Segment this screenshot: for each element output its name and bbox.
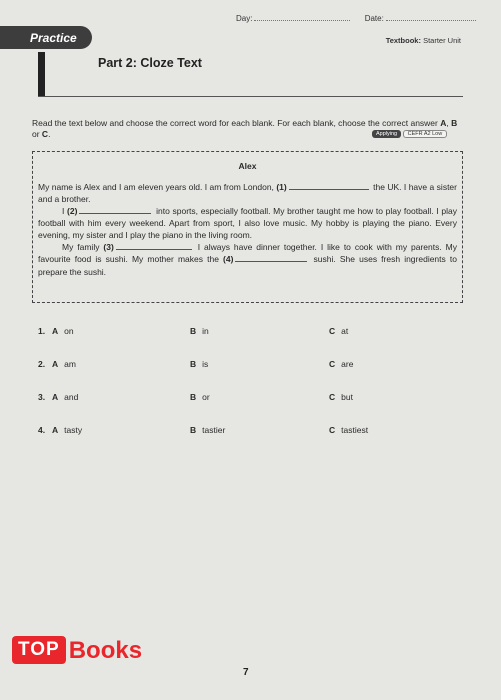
option-4b[interactable] bbox=[190, 425, 225, 435]
passage-text: the UK. I have a sister and a brother. bbox=[38, 182, 457, 205]
passage-title: Alex bbox=[238, 161, 257, 171]
day-field[interactable] bbox=[254, 14, 350, 21]
blank-number-2: (2) bbox=[67, 206, 78, 217]
option-1c[interactable] bbox=[329, 326, 348, 336]
blank-number-3: (3) bbox=[103, 242, 114, 253]
instructions-end: . bbox=[48, 129, 51, 140]
practice-tab: Practice bbox=[0, 26, 92, 49]
option-1a[interactable] bbox=[52, 326, 74, 336]
passage-text: I always have dinner together. I like to cook with my parents. My favourite food is sushi. My mother makes the bbox=[38, 242, 457, 265]
question-row-2 bbox=[38, 359, 458, 392]
option-2b[interactable] bbox=[190, 359, 208, 369]
option-letter: B bbox=[190, 425, 197, 435]
part-title: Part 2: Cloze Text bbox=[98, 56, 202, 70]
option-letter: B bbox=[190, 326, 197, 336]
day-date-line bbox=[236, 14, 476, 23]
option-letter: C bbox=[329, 359, 336, 369]
option-letter: C bbox=[329, 392, 336, 402]
instructions-letter-b: B bbox=[451, 118, 458, 128]
option-1b[interactable] bbox=[190, 326, 209, 336]
header-rule bbox=[38, 96, 463, 97]
topbooks-logo bbox=[12, 636, 142, 668]
question-number: 2. bbox=[38, 359, 46, 369]
option-text: are bbox=[341, 359, 354, 369]
passage-paragraph-1 bbox=[38, 181, 457, 205]
page-number: 7 bbox=[243, 667, 249, 678]
blank-number-4: (4) bbox=[223, 254, 234, 265]
option-text: tastier bbox=[202, 425, 226, 435]
option-letter: B bbox=[190, 392, 197, 402]
option-letter: A bbox=[52, 326, 59, 336]
option-text: tastiest bbox=[341, 425, 369, 435]
passage-text: My family bbox=[62, 242, 104, 253]
blank-number-1: (1) bbox=[276, 182, 287, 193]
instructions-sep: or bbox=[32, 129, 42, 140]
skill-tag: Applying bbox=[372, 130, 401, 138]
blank-1[interactable] bbox=[289, 182, 369, 190]
question-number: 3. bbox=[38, 392, 46, 402]
level-tag: CEFR A2 Low bbox=[403, 130, 448, 138]
option-text: tasty bbox=[64, 425, 83, 435]
passage-text: My name is Alex and I am eleven years old. I am from London, bbox=[38, 182, 277, 193]
option-text: on bbox=[64, 326, 74, 336]
question-row-1 bbox=[38, 326, 458, 359]
textbook-info bbox=[386, 36, 461, 45]
passage-paragraph-3 bbox=[38, 241, 457, 277]
option-letter: C bbox=[329, 425, 336, 435]
option-text: am bbox=[64, 359, 76, 369]
date-field[interactable] bbox=[386, 14, 476, 21]
option-text: at bbox=[341, 326, 349, 336]
option-3c[interactable] bbox=[329, 392, 353, 402]
option-4a[interactable] bbox=[52, 425, 82, 435]
logo-top-badge: TOP bbox=[12, 636, 66, 664]
option-text: or bbox=[202, 392, 210, 402]
option-text: in bbox=[202, 326, 209, 336]
option-4c[interactable] bbox=[329, 425, 368, 435]
logo-books-text: Books bbox=[68, 636, 143, 664]
cloze-passage-box bbox=[32, 151, 463, 303]
option-text: but bbox=[341, 392, 353, 402]
blank-3[interactable] bbox=[116, 242, 192, 250]
option-letter: C bbox=[329, 326, 336, 336]
option-letter: B bbox=[190, 359, 197, 369]
day-label: Day: bbox=[236, 14, 253, 23]
passage-paragraph-2 bbox=[38, 205, 457, 241]
option-letter: A bbox=[52, 425, 59, 435]
question-row-3 bbox=[38, 392, 458, 425]
option-text: and bbox=[64, 392, 79, 402]
passage-text: I bbox=[62, 206, 68, 217]
part-marker-bar bbox=[38, 52, 45, 96]
passage-text: into sports, especially football. My brother taught me how to play football. I play football with him every weekend. Apart from sport, I also love music. My hobby is playing the piano. Every evening, my sister and I play the piano in the living room. bbox=[38, 206, 457, 241]
instructions-text: Read the text below and choose the correct word for each blank. For each blank, choose the correct answer bbox=[32, 118, 441, 128]
blank-4[interactable] bbox=[235, 254, 307, 262]
passage-text: sushi. She uses fresh ingredients to prepare the sushi. bbox=[38, 254, 457, 277]
option-2a[interactable] bbox=[52, 359, 76, 369]
question-number: 1. bbox=[38, 326, 46, 336]
blank-2[interactable] bbox=[79, 206, 151, 214]
instructions-letter-a: A bbox=[440, 118, 447, 128]
date-label: Date: bbox=[364, 14, 384, 23]
textbook-value: Starter Unit bbox=[423, 36, 461, 45]
question-row-4 bbox=[38, 425, 458, 458]
option-letter: A bbox=[52, 359, 59, 369]
instructions-sep: , bbox=[446, 118, 452, 128]
option-2c[interactable] bbox=[329, 359, 353, 369]
skill-tags bbox=[372, 131, 447, 137]
option-3a[interactable] bbox=[52, 392, 78, 402]
option-3b[interactable] bbox=[190, 392, 210, 402]
textbook-label: Textbook: bbox=[385, 36, 421, 45]
instructions-letter-c: C bbox=[41, 129, 49, 140]
question-number: 4. bbox=[38, 425, 46, 435]
option-text: is bbox=[202, 359, 209, 369]
option-letter: A bbox=[52, 392, 59, 402]
answer-options bbox=[38, 326, 458, 458]
